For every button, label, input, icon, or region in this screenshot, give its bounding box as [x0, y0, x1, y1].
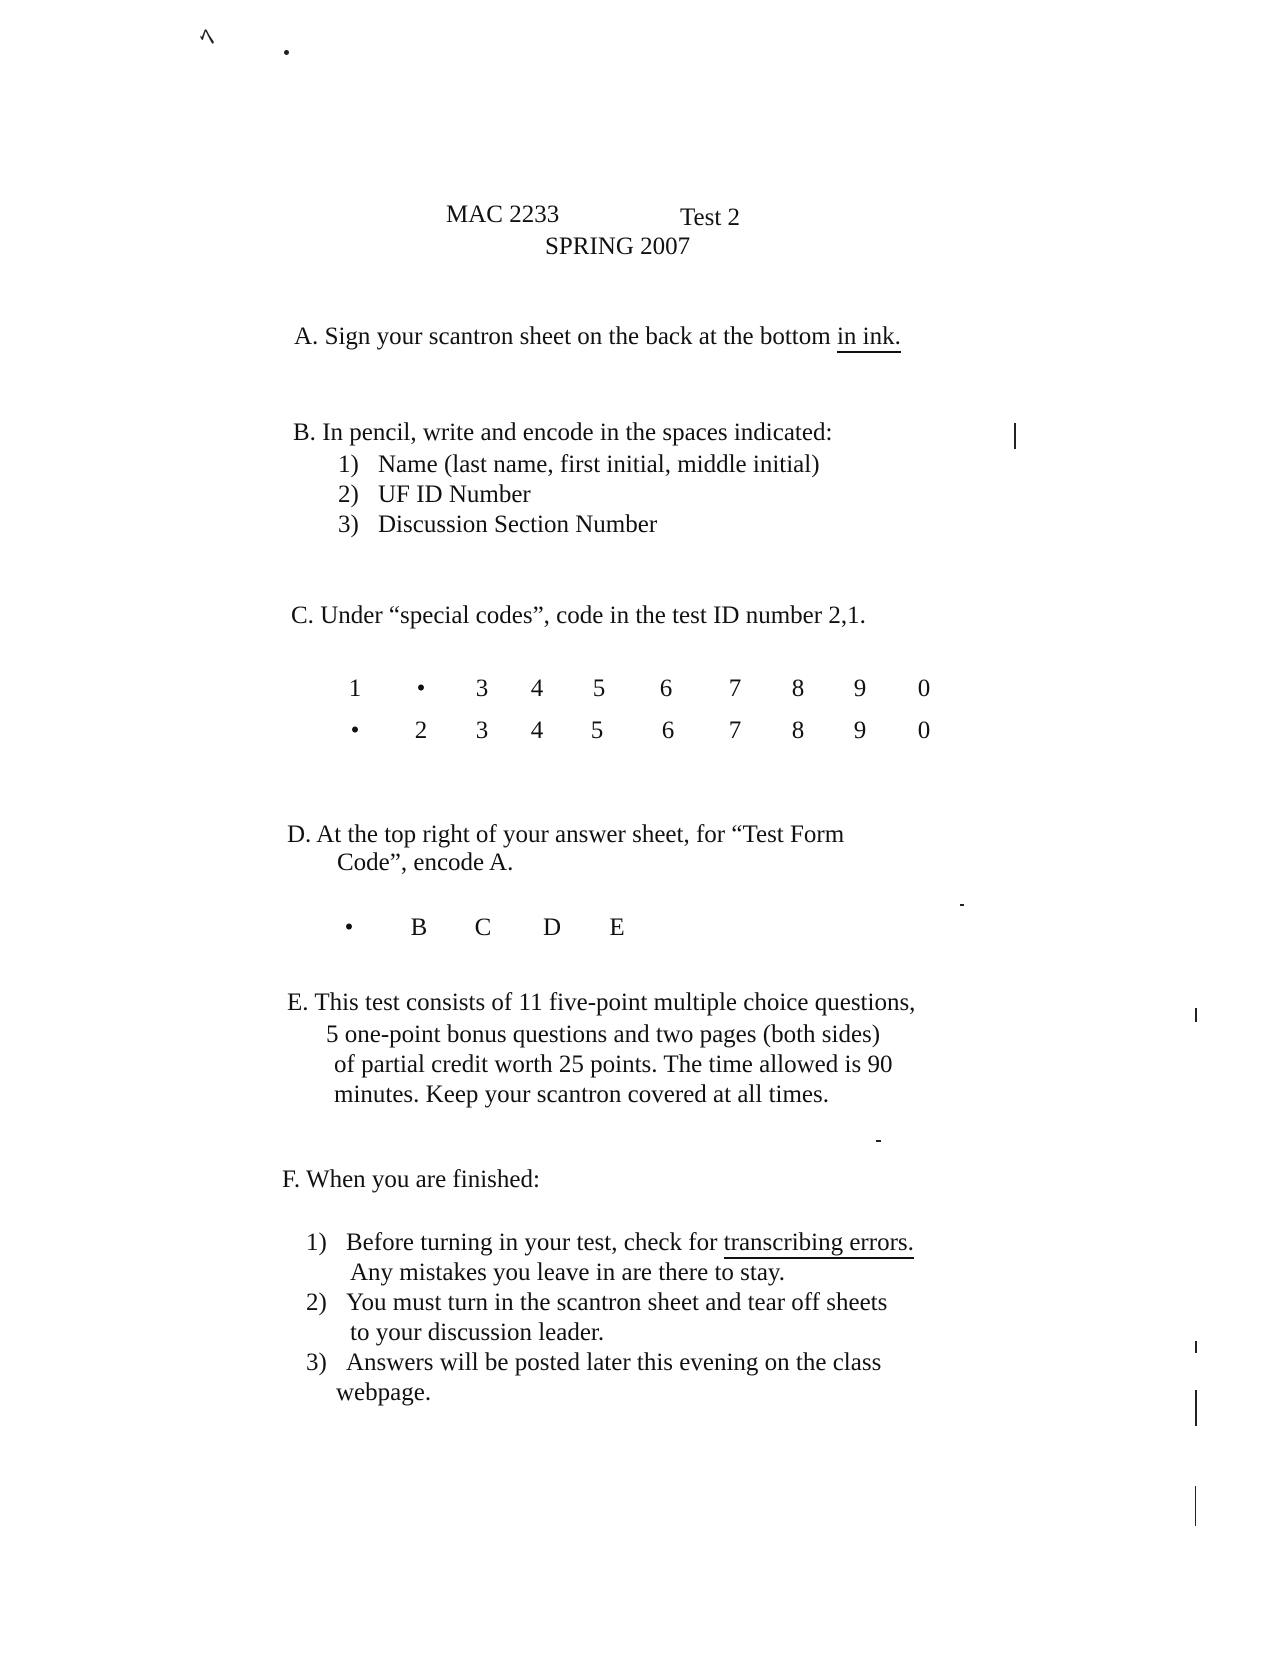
bubble-digit: 8	[791, 675, 805, 702]
scan-mark-icon: ﾍ	[200, 22, 215, 53]
bubble-digit: 3	[475, 675, 489, 702]
scan-speck	[1195, 1486, 1196, 1526]
instruction-f-list	[306, 1228, 914, 1408]
instruction-c	[291, 601, 866, 631]
underlined-text: transcribing errors.	[724, 1229, 914, 1259]
bubble-digit: 1	[348, 675, 362, 702]
instruction-letter: F.	[282, 1166, 301, 1193]
instruction-letter: D.	[287, 821, 312, 848]
scan-speck	[284, 50, 289, 55]
scan-speck	[960, 904, 964, 906]
bubble-digit: 7	[728, 675, 742, 702]
bubble-digit: 4	[530, 675, 544, 702]
instruction-letter: A.	[294, 323, 319, 350]
list-item-continued: to your discussion leader.	[350, 1319, 605, 1346]
underlined-text: in ink.	[837, 323, 901, 353]
text-line: of partial credit worth 25 points. The time allowed is 90	[334, 1051, 893, 1078]
instruction-b-list	[338, 450, 820, 540]
instruction-text: This test consists of 11 five-point multiple choice questions,	[314, 989, 916, 1016]
test-id-bubble-row-2	[340, 716, 960, 746]
scan-speck	[876, 1140, 881, 1142]
list-item: 2) You must turn in the scantron sheet and tear off sheets	[306, 1289, 888, 1316]
instruction-text: At the top right of your answer sheet, for “Test Form	[316, 821, 845, 848]
form-code: E	[609, 914, 625, 941]
instruction-text: Sign your scantron sheet on the back at the bottom	[324, 323, 831, 350]
instruction-d	[287, 820, 844, 850]
bubble-digit: 8	[791, 717, 805, 744]
scan-speck	[1195, 1008, 1197, 1022]
instruction-f	[282, 1165, 540, 1195]
bubble-digit: 9	[853, 675, 867, 702]
instruction-letter: C.	[291, 602, 314, 629]
instruction-text: In pencil, write and encode in the spaces indicated:	[322, 419, 833, 446]
instruction-b	[293, 418, 832, 448]
scan-speck	[1195, 1341, 1197, 1353]
list-item: 3) Discussion Section Number	[338, 511, 658, 538]
bubble-digit: •	[350, 717, 360, 744]
instruction-text: Under “special codes”, code in the test ID number 2,1.	[320, 602, 866, 629]
form-code: C	[474, 914, 492, 941]
bubble-digit: 7	[728, 717, 742, 744]
bubble-digit: •	[416, 675, 426, 702]
list-item: 1) Before turning in your test, check for transcribing errors.	[306, 1228, 914, 1258]
instruction-a	[294, 322, 901, 352]
form-code: •	[344, 914, 354, 941]
form-code: B	[410, 914, 428, 941]
bubble-digit: 9	[853, 717, 867, 744]
scan-speck	[1195, 1390, 1197, 1426]
list-item: 3) Answers will be posted later this evening on the class	[306, 1349, 882, 1376]
list-item-continued: Any mistakes you leave in are there to stay.	[350, 1259, 786, 1286]
test-form-code-bubbles	[334, 913, 634, 943]
bubble-digit: 4	[530, 717, 544, 744]
test-id-bubble-row-1	[340, 674, 960, 704]
scan-speck	[1014, 423, 1016, 449]
list-item: 2) UF ID Number	[338, 481, 531, 508]
instruction-d-continued: Code”, encode A.	[337, 849, 514, 876]
list-item: 1) Name (last name, first initial, middle initial)	[338, 451, 820, 478]
bubble-digit: 0	[917, 717, 931, 744]
form-code: D	[542, 914, 562, 941]
bubble-digit: 2	[414, 717, 428, 744]
course-code: MAC 2233	[446, 201, 560, 228]
instruction-e-continued	[326, 1020, 892, 1110]
text-line: minutes. Keep your scantron covered at all times.	[334, 1081, 829, 1108]
bubble-digit: 5	[592, 675, 606, 702]
term: SPRING 2007	[545, 233, 691, 260]
text-line: 5 one-point bonus questions and two pages (both sides)	[326, 1021, 881, 1048]
bubble-digit: 0	[917, 675, 931, 702]
instruction-e	[287, 988, 915, 1018]
test-number: Test 2	[680, 204, 741, 231]
instruction-text: When you are finished:	[305, 1166, 540, 1193]
bubble-digit: 6	[659, 675, 673, 702]
bubble-digit: 3	[475, 717, 489, 744]
bubble-digit: 6	[661, 717, 675, 744]
instruction-letter: E.	[287, 989, 309, 1016]
list-item-continued: webpage.	[336, 1379, 432, 1406]
bubble-digit: 5	[590, 717, 604, 744]
instruction-letter: B.	[293, 419, 316, 446]
